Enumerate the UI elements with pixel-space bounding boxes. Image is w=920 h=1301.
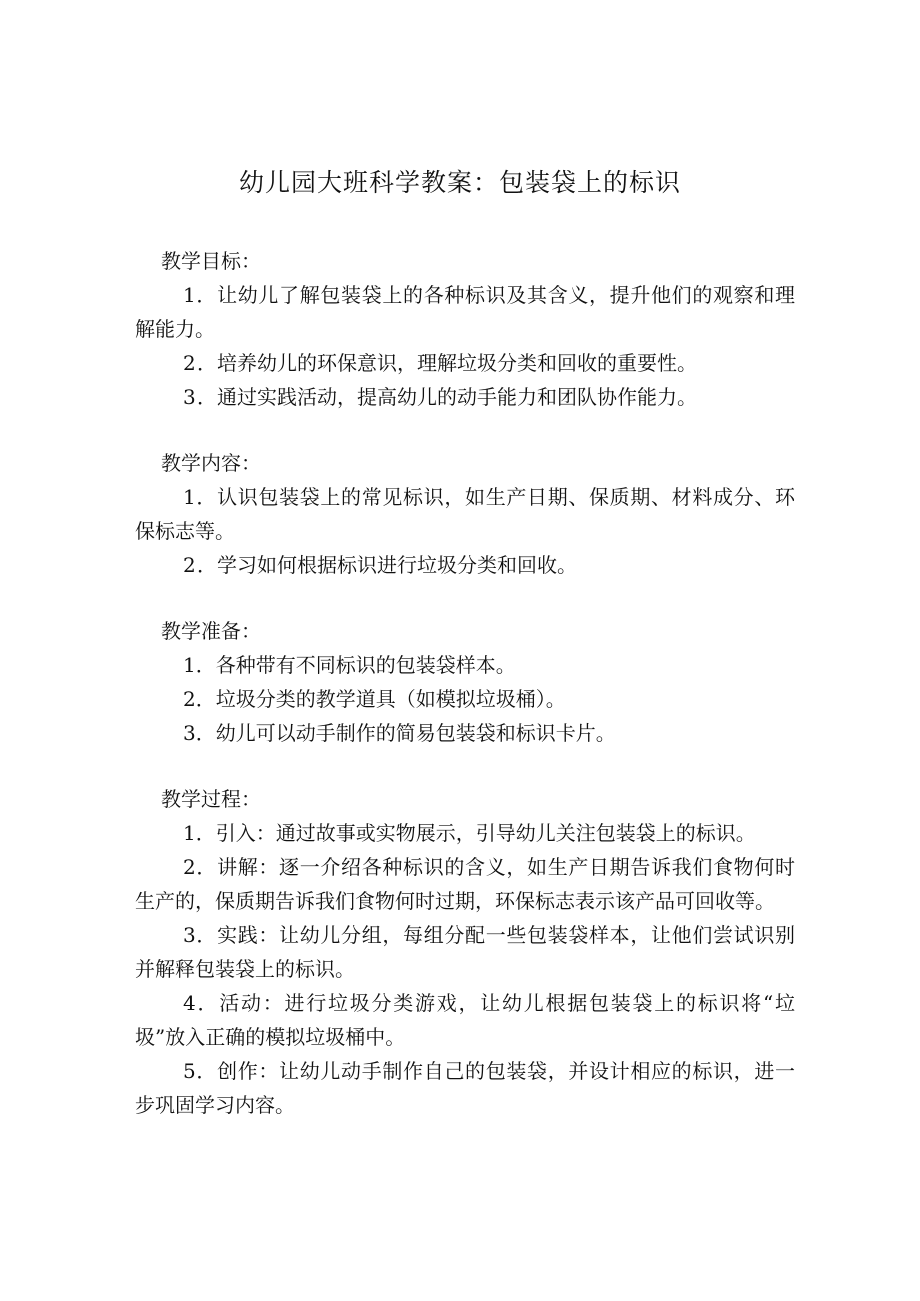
item-text: ．引入：通过故事或实物展示，引导幼儿关注包装袋上的标识。 — [195, 821, 756, 845]
item-text: ．实践：让幼儿分组，每组分配一些包装袋样本，让他们尝试识别并解释包装袋上的标识。 — [135, 923, 795, 981]
list-item — [135, 1054, 795, 1122]
item-number: 5 — [183, 1059, 196, 1083]
item-text: ．培养幼儿的环保意识，理解垃圾分类和回收的重要性。 — [197, 351, 697, 375]
section-heading: 教学目标： — [161, 249, 261, 273]
list-item — [135, 548, 795, 582]
item-number: 4 — [183, 991, 196, 1015]
list-item — [135, 648, 795, 682]
section-teaching-content — [135, 446, 795, 582]
list-item — [135, 278, 795, 346]
document-title: 幼儿园大班科学教案：包装袋上的标识 — [238, 168, 681, 197]
list-item — [135, 986, 795, 1054]
section-teaching-goals — [135, 244, 795, 414]
item-number: 2 — [183, 351, 196, 375]
section-teaching-preparation — [135, 614, 795, 750]
item-number: 3 — [183, 923, 196, 947]
section-teaching-process — [135, 782, 795, 1122]
list-item — [135, 850, 795, 918]
section-heading: 教学过程： — [161, 787, 261, 811]
list-item — [135, 918, 795, 986]
item-text: ．让幼儿了解包装袋上的各种标识及其含义，提升他们的观察和理解能力。 — [135, 283, 795, 341]
item-number: 2 — [183, 855, 196, 879]
item-text: ．创作：让幼儿动手制作自己的包装袋，并设计相应的标识，进一步巩固学习内容。 — [135, 1059, 795, 1117]
item-text: ．各种带有不同标识的包装袋样本。 — [195, 653, 516, 677]
list-item — [135, 346, 795, 380]
item-number: 3 — [183, 721, 196, 745]
document-body — [135, 244, 795, 1154]
item-number: 2 — [183, 687, 196, 711]
item-text: ．幼儿可以动手制作的简易包装袋和标识卡片。 — [195, 721, 616, 745]
list-item — [135, 480, 795, 548]
item-text: ．通过实践活动，提高幼儿的动手能力和团队协作能力。 — [197, 385, 697, 409]
item-number: 1 — [183, 653, 196, 677]
list-item — [135, 380, 795, 414]
item-text: ．学习如何根据标识进行垃圾分类和回收。 — [197, 553, 577, 577]
item-number: 2 — [183, 553, 196, 577]
item-text: ．讲解：逐一介绍各种标识的含义，如生产日期告诉我们食物何时生产的，保质期告诉我们食物何时过期，环保标志表示该产品可回收等。 — [135, 855, 795, 913]
section-heading: 教学准备： — [161, 619, 261, 643]
list-item — [135, 682, 795, 716]
item-number: 1 — [183, 283, 196, 307]
item-text: ．活动：进行垃圾分类游戏，让幼儿根据包装袋上的标识将“垃圾”放入正确的模拟垃圾桶中。 — [135, 991, 795, 1049]
item-number: 3 — [183, 385, 196, 409]
list-item — [135, 816, 795, 850]
item-number: 1 — [183, 821, 196, 845]
list-item — [135, 716, 795, 750]
item-number: 1 — [183, 485, 196, 509]
item-text: ．垃圾分类的教学道具（如模拟垃圾桶）。 — [195, 687, 566, 711]
item-text: ．认识包装袋上的常见标识，如生产日期、保质期、材料成分、环保标志等。 — [135, 485, 795, 543]
section-heading: 教学内容： — [161, 451, 261, 475]
